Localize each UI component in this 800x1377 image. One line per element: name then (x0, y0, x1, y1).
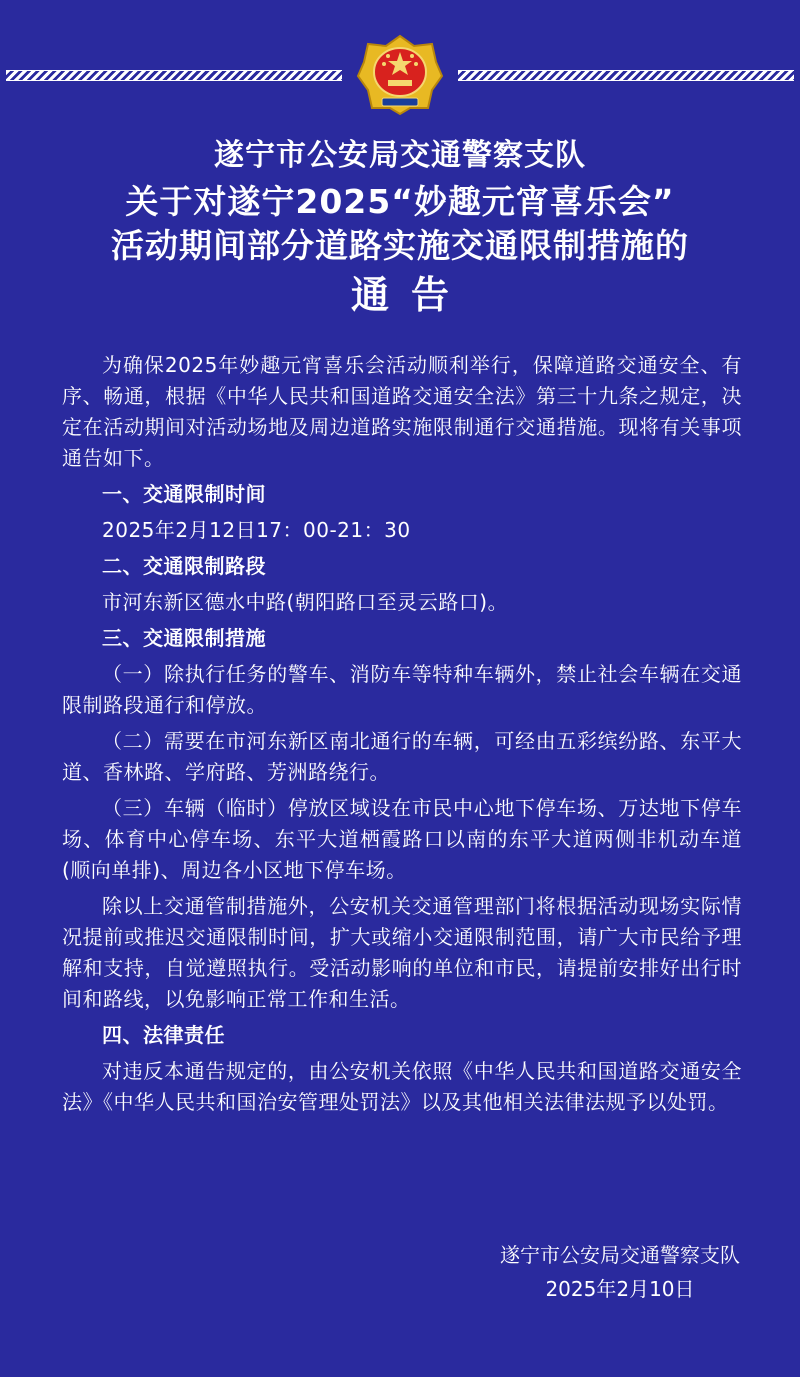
section-heading-road: 二、交通限制路段 (102, 554, 266, 578)
measure-item-1: （一）除执行任务的警车、消防车等特种车辆外，禁止社会车辆在交通限制路段通行和停放。 (62, 662, 742, 717)
notice-title-line-1: 关于对遂宁2025“妙趣元宵喜乐会” (125, 182, 675, 221)
intro-paragraph: 为确保2025年妙趣元宵喜乐会活动顺利举行，保障道路交通安全、有序、畅通，根据《中华人民共和国道路交通安全法》第三十九条之规定，决定在活动期间对活动场地及周边道路实施限制通行交通措施。现将有关事项通告如下。 (62, 353, 742, 470)
decorative-stripe-left (6, 70, 342, 81)
measure-item-3: （三）车辆（临时）停放区域设在市民中心地下停车场、万达地下停车场、体育中心停车场、东平大道栖霞路口以南的东平大道两侧非机动车道(顺向单排)、周边各小区地下停车场。 (62, 796, 742, 882)
notice-body (62, 350, 742, 1123)
notice-footer (500, 1238, 740, 1306)
measure-item-2: （二）需要在市河东新区南北通行的车辆，可经由五彩缤纷路、东平大道、香林路、学府路、芳洲路绕行。 (62, 729, 742, 784)
legal-liability: 对违反本通告规定的，由公安机关依照《中华人民共和国道路交通安全法》《中华人民共和国治安管理处罚法》以及其他相关法律法规予以处罚。 (62, 1059, 742, 1114)
measures-note: 除以上交通管制措施外，公安机关交通管理部门将根据活动现场实际情况提前或推迟交通限制时间，扩大或缩小交通限制范围，请广大市民给予理解和支持，自觉遵照执行。受活动影响的单位和市民，请提前安排好出行时间和路线，以免影响正常工作和生活。 (62, 894, 742, 1011)
issue-date: 2025年2月10日 (545, 1277, 695, 1301)
section-heading-legal: 四、法律责任 (102, 1023, 225, 1047)
notice-title-line-3: 通告 (350, 273, 471, 317)
restriction-time: 2025年2月12日17：00-21：30 (102, 518, 411, 542)
section-heading-measures: 三、交通限制措施 (102, 626, 266, 650)
issuer-name: 遂宁市公安局交通警察支队 (500, 1243, 740, 1267)
restricted-road: 市河东新区德水中路(朝阳路口至灵云路口)。 (102, 590, 509, 614)
section-heading-time: 一、交通限制时间 (102, 482, 266, 506)
notice-title-line-2: 活动期间部分道路实施交通限制措施的 (111, 226, 689, 265)
organization-name: 遂宁市公安局交通警察支队 (214, 138, 586, 173)
decorative-stripe-right (458, 70, 794, 81)
police-emblem-icon (356, 32, 444, 116)
